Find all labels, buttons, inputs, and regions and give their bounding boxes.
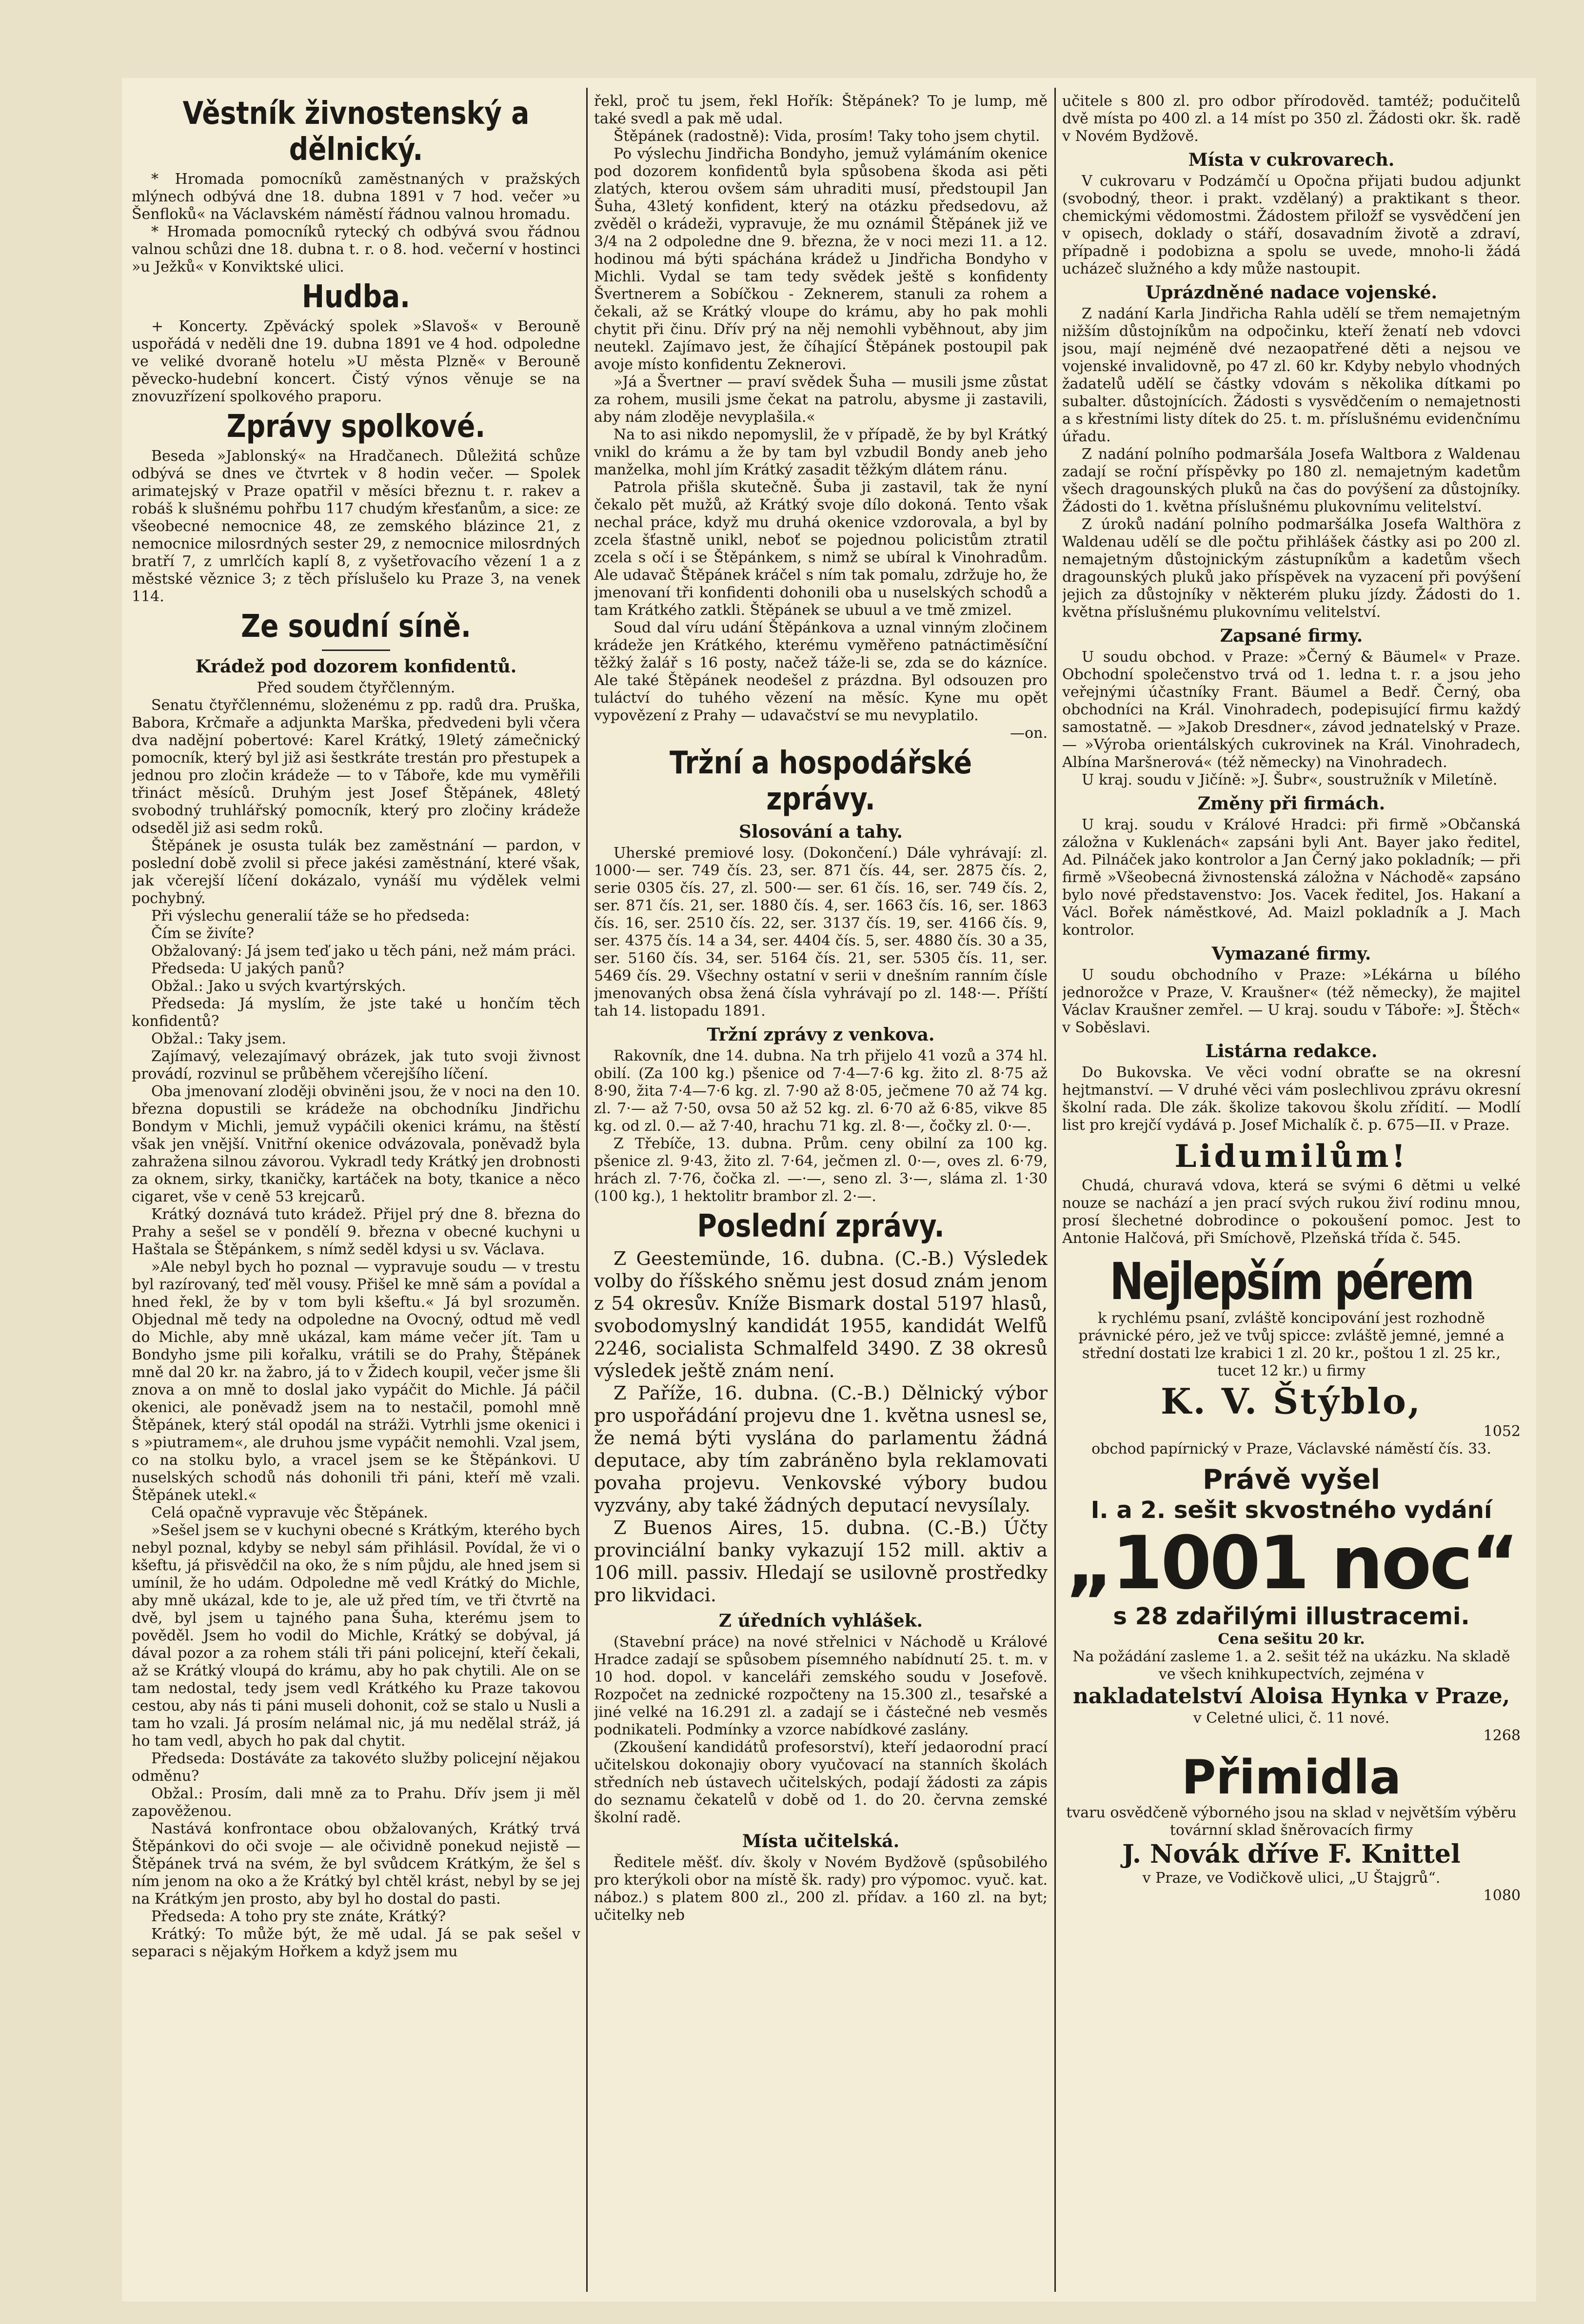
ad-number: 1268	[1483, 1727, 1521, 1744]
article-paragraph: Z nadání Karla Jindřicha Rahla udělí se třem nemajetným nižším důstojníkům na odpočinku, kteří ženatí neb vdovci jsou, mají nejméně dvé nezaopatřené děti a nejsou ve vojenské invalidovně, po 47 zl. 60 kr. Kdyby nebylo vhodných žadatelů udělí se částky vdovám s několika dítkami po subalter. důstojnících. Žádosti s vysvědčením o nemajetnosti a s křestními listy dítek do 25. t. m. příslušnému evidenčnímu úřadu.	[1062, 305, 1521, 445]
article-paragraph: Celá opačně vypravuje věc Štěpánek.	[151, 1504, 428, 1521]
article-paragraph: Krátký: To může být, že mě udal. Já se pak sešel v separaci s nějakým Hořkem a když jsem mu	[132, 1926, 580, 1960]
article-paragraph: Z Třebíče, 13. dubna. Prům. ceny obilní za 100 kg. pšenice zl. 9·43, žito zl. 7·64, ječmen zl. 0·—, oves zl. 6·79, hrách zl. 7·76, čočka zl. —·—, seno zl. 3·—, sláma zl. 1·30 (100 kg.), 1 hektolitr brambor zl. 2·—.	[594, 1135, 1048, 1205]
article-paragraph: Obžal.: Taky jsem.	[151, 1030, 286, 1047]
urad-heading: Z úředních vyhlášek.	[718, 1611, 923, 1631]
column-rule	[1054, 88, 1056, 2292]
ad-address: v Celetné ulici, č. 11 nové.	[1193, 1710, 1390, 1727]
firmy-heading: Zapsané firmy.	[1220, 626, 1363, 646]
ad-title: „1001 noc“	[1066, 1521, 1517, 1606]
venkova-heading: Tržní zprávy z venkova.	[707, 1024, 935, 1045]
article-paragraph: Při výslechu generalií táže se ho předseda:	[151, 907, 470, 925]
ad-headline: Přimidla	[1182, 1750, 1401, 1805]
ucitel-heading: Místa učitelská.	[742, 1831, 900, 1851]
advertisement-pero	[1062, 1253, 1521, 1458]
article-paragraph: U soudu obchod. v Praze: »Černý & Bäumel« v Praze. Obchodní společenstvo trvá od 1. ledna t. r. a jsou jeho veřejnými účastníky Frant. Bäumel a Bedř. Černý, oba obchodníci na Král. Vinohradech, podepisující firmu každý samostatně. — »Jakob Dresdner«, závod jednatelský v Praze. — »Výroba orientálských cukrovinek na Král. Vinohradech, Albína Maršnerová« (též německy) na Vinohradech.	[1062, 649, 1521, 771]
ad-text: Na požádání zasleme 1. a 2. sešit též na ukázku. Na skladě ve všech knihkupectvích, zejména v	[1072, 1648, 1510, 1683]
article-paragraph: Soud dal víru udání Štěpánkova a uznal vinným zločinem krádeže jen Krátkého, kterému vyměřeno patnáctiměsíční těžký žalář s 16 posty, načež táže-li se, zda se do kázníce. Ale také Štěpánek neodešel z prázdna. Byl odsouzen pro tuláctví do tuhého vězení na měsíc. Kyne mu opět vypovězení z Prahy — udavačství se mu nevyplatilo.	[594, 619, 1048, 724]
article-paragraph: Rakovník, dne 14. dubna. Na trh přijelo 41 vozů a 374 hl. obilí. (Za 100 kg.) pšenice od 7·4—7·6 kg. žito zl. 8·75 až 8·90, žita 7·4—7·6 kg. zl. 7·90 až 8·05, ječmene 70 až 74 kg. zl. 7·— až 7·50, ovsa 50 až 52 kg. zl. 6·70 až 6·85, vikve 85 kg. od zl. 0.— až 7·40, hrachu 71 kg. zl. 8·—, čočky zl. 0·—.	[594, 1047, 1048, 1135]
article-paragraph: V cukrovaru v Podzámčí u Opočna přijati budou adjunkt (svobodný, theor. i prakt. vzdělaný) a praktikant s theor. chemickými vědomostmi. Žádostem přiložf se vysvědčení jen v opisech, doklady o stáří, dosavadním životě a zdraví, případně i podobizna a spolu se uvede, mnoho-li žádá ucházeč služného a kdy může nastoupit.	[1062, 173, 1521, 277]
column-3	[1062, 93, 1521, 2287]
ad-text: k rychlému psaní, zvláště koncipování jest rozhodně právnické péro, jež ve tvůj spicce: zvláště jemné, jemné a střední dostati lze krabici 1 zl. 20 kr., poštou 1 zl. 25 kr., tucet 12 kr.) u firmy	[1078, 1310, 1505, 1379]
article-paragraph: Beseda »Jablonský« na Hradčanech. Důležitá schůze odbývá se dnes ve čtvrtek v 8 hodin večer. — Spolek arimatejský v Praze opatřil v měsíci březnu t. r. rakev a robáš k slušnému pohřbu 117 chudým křesťanům, a sice: ze všeobecné nemocnice 48, ze zemského blázince 21, z nemocnice milosrdných sester 29, z nemocnice milosrdných bratří 7, z umrlčích kaplí 8, z vyšetřovacího vězení 1 a z městské věznice 3; z těch příslušelo ku Praze 3, na venek 114.	[132, 448, 580, 605]
article-paragraph: Z nadání polního podmaršála Josefa Waltbora z Waldenau zadají se roční příspěvky po 180 zl. nemajetným kadetům všech dragounských pluků na čas do povýšení za důstojníky. Žádosti do 1. května příslušnému plukovnímu velitelství.	[1062, 446, 1521, 515]
article-paragraph: Z Geestemünde, 16. dubna. (C.-B.) Výsledek volby do říšského sněmu jest dosud znám jenom z 54 okresův. Kníže Bismark dostal 5197 hlasů, svobodomyslný kandidát 1955, kandidát Welfů 2246, socialista Schmalfeld 3490. Z 38 okresů výsledek ještě znám není.	[594, 1248, 1048, 1381]
article-paragraph: (Stavební práce) na nové střelnici v Náchodě u Králové Hradce zadají se spůsobem písemného nabídnutí 25. t. m. v 10 hod. dopol. v kanceláři zemského soudu v Josefově. Rozpočet na zednické rozpočteny na 15.300 zl., tesařské a jiné velké na 16.291 zl. a zadají se i částečné neb vesměs podnikateli. Podmínky a vzorce nabídkové zaslány.	[594, 1634, 1048, 1738]
ad-address: v Praze, ve Vodičkově ulici, „U Štajgrů“.	[1142, 1870, 1441, 1887]
article-paragraph: Obžalovaný: Já jsem teď jako u těch páni, než mám práci.	[151, 943, 576, 960]
article-paragraph: řekl, proč tu jsem, řekl Hořík: Štěpánek? To je lump, mě také svedl a pak mě udal.	[594, 93, 1048, 127]
soud-heading: Ze soudní síně.	[241, 609, 471, 645]
article-paragraph: Nastává konfrontace obou obžalovaných, Krátký trvá Štěpánkovi do oči svoje — ale očividně ponekud nejistě — Štěpánek trvá na svém, že byl svůdcem Krátkým, že šel s ním jenom na oko a že Krátký byl chtěl krást, nebyl by se jej na Krátkým jen prosto, aby byl ho dostal do pasti.	[132, 1820, 580, 1908]
posledni-heading: Poslední zprávy.	[697, 1208, 945, 1244]
advertisement-1001-noc	[1062, 1464, 1521, 1745]
ad-publisher: nakladatelství Aloisa Hynka v Praze,	[1072, 1684, 1510, 1709]
kradez-heading: Krádež pod dozorem konfidentů.	[195, 656, 517, 677]
ad-headline: Nejlepším pérem	[1109, 1252, 1473, 1311]
column-1	[132, 93, 580, 2287]
article-paragraph: Krátký doznává tuto krádež. Přijel prý dne 8. března do Prahy a sešel se v pondělí 9. března v obecné kuchyni u Haštala se Štěpánkem, s nímž seděl kdysi u sv. Václava.	[132, 1206, 580, 1258]
spolky-heading: Zprávy spolkové.	[226, 409, 486, 445]
column-rule	[586, 88, 588, 2292]
article-paragraph: Předseda: Dostáváte za takovéto služby policejní nějakou odměnu?	[132, 1750, 580, 1785]
article-paragraph: Čím se živíte?	[151, 925, 255, 942]
nadace-heading: Uprázdněné nadace vojenské.	[1145, 282, 1438, 303]
vymaz-heading: Vymazané firmy.	[1211, 944, 1371, 964]
article-paragraph: »Ale nebyl bych ho poznal — vypravuje soudu — v trestu byl razírovaný, teď měl vousy. Přišel ke mně sám a povídal a hned řekl, že by v tom byli kšeftu.« Já byl srozuměn. Objednal mě tedy na odpoledne na Ovocný, odtud mě vedl do Michle, aby mně ukázal, kam máme večer jít. Tam u Bondyho jsme pili kořalku, vrátili se do Prahy, Štěpánek mně dal 20 kr. na žabro, já to v Židech koupil, večer jsme šli znova a on mně to doslal jako vypáčit do Michle. Já páčil okenici, ale poněvadž jsem na to nestačil, pomohl mně Štěpánek, který stál opodál na stráži. Vytrhli jsme okenici i s »piutramem«, ale druhou jsme vypáčit nemohli. Vzal jsem, co na stolku bylo, a vracel jsem se ke Štěpánkovi. U nuselských schodů nás dohonili tři páni, kteří mě vzali. Štěpánek utekl.«	[132, 1259, 580, 1504]
article-paragraph: »Já a Švertner — praví svědek Šuha — musili jsme zůstat za rohem, musili jsme čekat na patrolu, abysme ji zastavili, aby nám zloděje nevyplašila.«	[594, 374, 1048, 426]
article-paragraph: Štěpánek (radostně): Vida, prosím! Taky toho jsem chytil.	[614, 128, 1040, 145]
article-paragraph: Z Paříže, 16. dubna. (C.-B.) Dělnický výbor pro uspořádání projevu dne 1. května usnesl se, že nemá býti vyslána do parlamentu žádná deputace, aby tím zabráněno byla reklamovati povaha projevu. Venkovské výbory budou vyzvány, aby také žádných deputací nevysílaly.	[594, 1382, 1048, 1516]
author-signature: —on.	[1010, 725, 1048, 742]
newspaper-page	[122, 78, 1536, 2302]
article-paragraph: Z Buenos Aires, 15. dubna. (C.-B.) Účty provinciální banky vykazují 152 mill. aktiv a 106 mill. passiv. Hledají se usilovně prostředky pro likvidaci.	[594, 1517, 1048, 1606]
article-paragraph: Obžal.: Prosím, dali mně za to Prahu. Dřív jsem ji měl zapověženou.	[132, 1785, 580, 1820]
slosovani-heading: Slosování a tahy.	[739, 822, 903, 842]
separator	[322, 650, 390, 651]
zmeny-heading: Změny při firmách.	[1197, 793, 1386, 814]
article-paragraph: * Hromada pomocníků rytecký ch odbývá svou řádnou valnou schůzi dne 18. dubna t. r. o 8. hod. večerní v hostinci »u Ježků« v Konviktské ulici.	[132, 223, 580, 276]
article-paragraph: Předseda: A toho pry ste znáte, Krátký?	[151, 1908, 446, 1925]
article-paragraph: Uherské premiové losy. (Dokončení.) Dále vyhrávají: zl. 1000·— ser. 749 čís. 23, ser. 871 čís. 44, ser. 2875 čís. 2, serie 0305 čís. 27, zl. 500·— ser. 61 čís. 16, ser. 749 čís. 2, ser. 871 čís. 21, ser. 1880 čís. 4, ser. 1663 čís. 16, ser. 1863 čís. 16, ser. 2510 čís. 22, ser. 3137 čís. 19, ser. 4166 čís. 9, ser. 4375 čís. 14 a 34, ser. 4404 čís. 5, ser. 4880 čís. 30 a 35, ser. 5160 čís. 34, ser. 5164 čís. 21, ser. 5305 čís. 11, ser. 5469 čís. 29. Všechny ostatní v serii v dnešním ranním čísle jmenovaných obsa žená čísla vyhrávají po zl. 148·—. Příští tah 14. listopadu 1891.	[594, 845, 1048, 1020]
article-paragraph: Oba jmenovaní zloději obviněni jsou, že v noci na den 10. března dopustili se krádeže na obchodníku Jindřichu Bondym v Michli, jemuž vypáčili okenici krámu, na štěstí však jen vnější. Vnitřní okenice odvázovala, poněvadž byla zahražena silnou závorou. Vykradl tedy Krátký jen drobnosti za oknem, sirky, tkaničky, kartáček na boty, tkanice a něco cigaret, vše v ceně 53 krejcarů.	[132, 1083, 580, 1205]
article-paragraph: Patrola přišla skutečně. Šuba ji zastavil, tak že nyní čekalo pět mužů, až Krátký svoje dílo dokoná. Tento však nechal práce, když mu druhá okenice vzdorovala, a byl by zcela šťastně unikl, neboť se pojednou policistům ztratil zcela s očí i se Štěpánkem, s nimž se ubíral k Vinohradům. Ale udavač Štěpánek kráčel s ním tak pomalu, zdržuje ho, že jmenovaní tři konfidenti dohonili oba u nuselských schodů a tam Krátkého zatkli. Štěpánek se ubuul a ve tmě zmizel.	[594, 479, 1048, 619]
article-paragraph: »Sešel jsem se v kuchyni obecné s Krátkým, kterého bych nebyl poznal, kdyby se nebyl sám přihlásil. Povídal, že vi o kšeftu, já přisvědčil na oko, že s ním půjdu, ale hned jsem si umínil, že ho udám. Odpoledne mě vedl Krátký do Michle, aby mně ukázal, kde to je, ale už před tím, ve tři čtvrtě na dvě, byl jsem u tajného pana Šuha, kterému jsem to pověděl. Jsem ho vodil do Michle, Krátký se dobýval, já dával pozor a za rohem stáli tři páni policejní, kteří čekali, až se Krátký vloupá do krámu, aby ho pak chytili. Ale on se tam nedostal, tedy jsem vedl Krátkého ku Praze takovou cestou, aby nás ti páni museli dohonit, což se stalo u Nusli a tam ho vzali. Já prosím nelámal nic, já mu nedělal stráž, já ho tam vedl, abych ho pak dal chytit.	[132, 1522, 580, 1750]
trh-heading: Tržní a hospodářské zprávy.	[669, 745, 972, 817]
article-paragraph: Štěpánek je osusta tulák bez zaměstnání — pardon, v poslední době zvolil si přece jakési zaměstnání, které však, jak včerejší líčení dokázalo, vynáší mu výdělek velmi pochybný.	[132, 837, 580, 907]
ad-headline: Právě vyšel	[1203, 1464, 1380, 1496]
article-paragraph: U soudu obchodního v Praze: »Lékárna u bílého jednorožce v Praze, V. Kraušner« (též německy), že majitel Václav Kraušner zemřel. — U kraj. soudu v Táboře: »J. Štěch« v Soběslavi.	[1062, 966, 1521, 1036]
listarna-heading: Listárna redakce.	[1205, 1041, 1378, 1062]
vestnik-heading: Věstník živnostenský a dělnický.	[182, 96, 530, 168]
article-paragraph: + Koncerty. Zpěvácký spolek »Slavoš« v Berouně uspořádá v neděli dne 19. dubna 1891 ve 4 hod. odpoledne ve veliké dvoraně hotelu »U města Plzně« v Berouně pěvecko-hudební koncert. Čistý výnos věnuje se na znovuzřízení spolkového praporu.	[132, 318, 580, 405]
cukr-heading: Místa v cukrovarech.	[1188, 150, 1395, 170]
article-paragraph: (Zkoušení kandidátů profesorství), kteří jedaorodní prací učitelskou dokonajiy obory vyučovací na stanních školách středních neb ústavech učitelských, podají žádosti za zápis do seznamu čekatelů v době od 1. do 20. června zemské školní radě.	[594, 1739, 1048, 1826]
lidumil-heading: Lidumilům!	[1174, 1138, 1408, 1175]
article-paragraph: Zajímavý, velezajímavý obrázek, jak tuto svoji živnost provádí, rozvinul se průběhem včerejšího líčení.	[132, 1048, 580, 1083]
ad-number: 1080	[1483, 1887, 1521, 1904]
ad-firm-name: K. V. Štýblo,	[1161, 1380, 1422, 1422]
ad-text: obchod papírnický v Praze, Václavské náměstí čís. 33.	[1091, 1440, 1491, 1457]
article-paragraph: Předseda: Já myslím, že jste také u hončím těch konfidentů?	[132, 995, 580, 1030]
article-paragraph: Senatu čtyřčlennému, složenému z pp. radů dra. Pruška, Babora, Krčmaře a adjunkta Marška, předvedeni byli včera dva nadějní pobertové: Karel Krátký, 19letý zámečnický pomocník, který byl již asi šestkráte trestán pro přestupek a jednou pro zločin krádeže — to v Táboře, kde mu vyměřili třináct měsíců. Druhým jest Josef Štěpánek, 48letý svobodný truhlářský pomocník, který pro zločiny krádeže odseděl již asi sedm roků.	[132, 697, 580, 837]
article-paragraph: Předseda: U jakých panů?	[151, 960, 344, 977]
ad-text: tvaru osvědčeně výborného jsou na sklad v největším výběru továrnní sklad šněrovacích firmy	[1066, 1804, 1517, 1839]
ad-firm-name: J. Novák dříve F. Knittel	[1122, 1839, 1461, 1869]
column-2	[594, 93, 1048, 2287]
ad-subline: I. a 2. sešit skvostného vydání	[1090, 1497, 1492, 1524]
ad-price: Cena sešitu 20 kr.	[1218, 1631, 1365, 1648]
article-paragraph: U kraj. soudu v Králové Hradci: při firmě »Občanská záložna v Kuklenách« zapsáni byli Ant. Bayer jako ředitel, Ad. Pilnáček jako kontrolor a Jan Černý jako pokladník; — při firmě »Všeobecná živnostenská záložna v Náchodě« zapsáno bylo nové představenstvo: Jos. Vacek ředitel, Jos. Hakaní a Václ. Bořek náměstkové, Ad. Maizl pokladník a J. Mach kontrolor.	[1062, 816, 1521, 939]
article-paragraph: Do Bukovska. Ve věci vodní obraťte se na okresní hejtmanství. — V druhé věci vám poslechlivou zprávu okresní školní rada. Dle zák. školize takovou školu zřídití. — Modlí list pro krejčí vydává p. Josef Michalík č. p. 675—II. v Praze.	[1062, 1064, 1521, 1134]
article-paragraph: Chudá, churavá vdova, která se svými 6 dětmi u velké nouze se nachází a jen prací svých rukou živí rodinu mnou, prosí šlechetné dobrodince o pokoušení pomoc. Jest to Antonie Halčová, při Smíchově, Plzeňská třída č. 545.	[1062, 1177, 1521, 1247]
article-paragraph: * Hromada pomocníků zaměstnaných v pražských mlýnech odbývá dne 18. dubna 1891 v 7 hod. večer »u Šenfloků« na Václavském náměstí řádnou valnou hromadu.	[132, 171, 580, 223]
article-paragraph: Na to asi nikdo nepomyslil, že v případě, že by byl Krátký vnikl do krámu a že by tam byl vzbudil Bondy aneb jeho manželka, mohl jím Krátký zasadit těžkým dlátem ránu.	[594, 426, 1048, 478]
hudba-heading: Hudba.	[301, 279, 411, 315]
article-paragraph: učitele s 800 zl. pro odbor přírodověd. tamtéž; podučitelů dvě místa po 400 zl. a 14 míst po 350 zl. Žádosti okr. šk. radě v Novém Bydžově.	[1062, 93, 1521, 145]
ad-subline: s 28 zdařilými illustracemi.	[1113, 1603, 1470, 1630]
article-paragraph: Ředitele měšť. dív. školy v Novém Bydžově (spůsobilého pro kterýkoli obor na místě šk. rady) pro výpomoc. vyuč. kat. náboz.) s platem 800 zl., 200 zl. přídav. a 160 zl. na byt; učitelky neb	[594, 1854, 1048, 1924]
article-paragraph: Obžal.: Jako u svých kvartýrských.	[151, 978, 406, 995]
article-paragraph: U kraj. soudu v Jičíně: »J. Šubr«, soustružník v Miletíně.	[1082, 771, 1498, 788]
article-paragraph: Z úroků nadání polního podmaršálka Josefa Walthöra z Waldenau udělí se dle počtu přihlášek částky asi po 200 zl. nemajetným důstojnickým zástupníkům a kadetům všech dragounských pluků jako příspěvek na vyzacení při povýšení jejich za důstojníky v některém pluku jízdy. Žádosti do 1. května příslušnému plukovnímu velitelství.	[1062, 516, 1521, 621]
kradez-subheading: Před soudem čtyřčlenným.	[257, 679, 455, 696]
ad-number: 1052	[1483, 1423, 1521, 1440]
advertisement-primidla	[1062, 1751, 1521, 1905]
article-paragraph: Po výslechu Jindřicha Bondyho, jemuž vylámáním okenice pod dozorem konfidentů byla spůsobena škoda asi pěti zlatých, kterou ovšem sám uhraditi musí, předstoupil Jan Šuha, 43letý konfident, který na otázku předsedovu, až zvěděl o krádeži, vypravuje, že mu oznámil Štěpánek již ve 3/4 na 2 odpoledne dne 9. března, že v noci mezi 11. a 12. hodinou má býti spáchána krádež u Jindřicha Bondyho v Michli. Vydal se tam tedy svědek ještě s konfidenty Švertnerem a Sobíčkou - Zeknerem, stanuli za rohem a čekali, až se Krátký vloupe do krámu, aby ho pak mohli chytit při činu. Dřív prý na něj nemohli vyběhnout, aby jim neutekl. Zajímavo jest, že číhající Štěpánek postoupil pak avoje místo konfidentu Zeknerovi.	[594, 145, 1048, 373]
